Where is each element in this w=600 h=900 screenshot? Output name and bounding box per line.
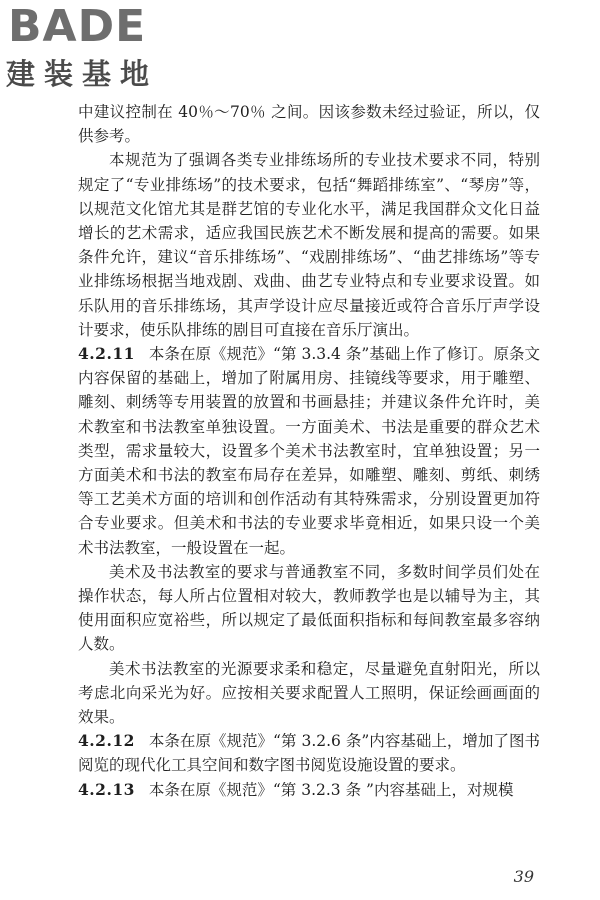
clause-number: 4.2.13 [78,779,135,799]
paragraph-text: 美术及书法教室的要求与普通教室不同，多数时间学员们处在操作状态，每人所占位置相对较大，教师教学也是以辅导为主，其使用面积应宽裕些，所以规定了最低面积指标和每间教室最多容纳人数。 [78,562,540,654]
clause-paragraph [78,778,540,802]
paragraph-text: 本规范为了强调各类专业排练场所的专业技术要求不同，特别规定了“专业排练场”的技术要求，包括“舞蹈排练室”、“琴房”等，以规范文化馆尤其是群艺馆的专业化水平，满足我国群众文化日益增长的艺术需求，适应我国民族艺术不断发展和提高的需要。如果条件允许，建议“音乐排练场”、“戏剧排练场”、“曲艺排练场”等专业排练场根据当地戏剧、戏曲、曲艺专业特点和专业要求设置。如乐队用的音乐排练场，其声学设计应尽量接近或符合音乐厅声学设计要求，使乐队排练的剧目可直接在音乐厅演出。 [78,151,540,339]
paragraph [78,100,540,148]
logo-brand: BADE [8,1,147,52]
paragraph-text: 美术书法教室的光源要求柔和稳定，尽量避免直射阳光，所以考虑北向采光为好。应按相关要求配置人工照明，保证绘画画面的效果。 [78,659,540,727]
paragraph [78,560,540,657]
paragraph-text: 中建议控制在 40％～70％ 之间。因该参数未经过验证，所以，仅供参考。 [78,103,540,146]
paragraph [78,148,540,342]
logo-subtitle: 建装基地 [6,57,159,91]
clause-paragraph [78,342,540,560]
clause-number: 4.2.12 [78,731,135,751]
paragraph-text: 本条在原《规范》“第 3.2.6 条”内容基础上，增加了图书阅览的现代化工具空间和数字图书阅览设施设置的要求。 [78,732,540,775]
bade-logo [6,1,181,96]
paragraph [78,657,540,730]
document-body [78,100,540,802]
page-number: 39 [513,867,534,886]
paragraph-text: 本条在原《规范》“第 3.3.4 条”基础上作了修订。原条文内容保留的基础上，增加了附属用房、挂镜线等要求，用于雕塑、雕刻、刺绣等专用装置的放置和书画悬挂；并建议条件允许时，美术教室和书法教室单独设置。一方面美术、书法是重要的群众艺术类型，需求量较大，设置多个美术书法教室时，宜单独设置；另一方面美术和书法的教室布局存在差异，如雕塑、雕刻、剪纸、刺绣等工艺美术方面的培训和创作活动有其特殊需求，分别设置更加符合专业要求。但美术和书法的专业要求毕竟相近，如果只设一个美术书法教室，一般设置在一起。 [78,345,540,557]
paragraph-text: 本条在原《规范》“第 3.2.3 条 ”内容基础上，对规模 [148,780,514,799]
clause-paragraph [78,729,540,777]
clause-number: 4.2.11 [78,344,135,364]
